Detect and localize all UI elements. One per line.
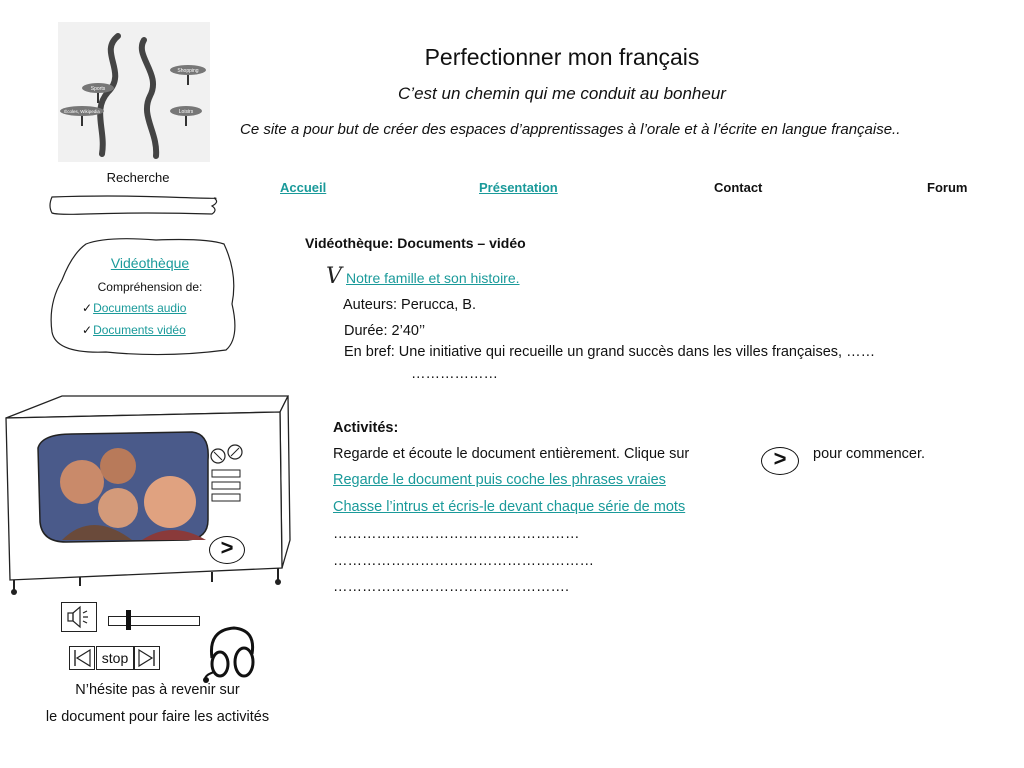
documents-audio-link[interactable]: Documents audio <box>93 301 187 315</box>
search-box <box>46 192 222 218</box>
activity-blank-1: …………………………………………… <box>333 526 580 542</box>
document-duration: Durée: 2’40’’ <box>344 323 426 339</box>
logo-sign-1: Shopping <box>177 68 199 74</box>
start-play-button[interactable]: > <box>761 447 799 475</box>
documents-video-link[interactable]: Documents vidéo <box>93 323 186 337</box>
volume-slider-thumb[interactable] <box>126 610 131 630</box>
comprehension-label: Compréhension de: <box>97 280 203 294</box>
sidebar-item-audio <box>82 301 186 315</box>
speaker-icon[interactable] <box>61 602 97 632</box>
activities-heading: Activités: <box>333 420 399 436</box>
activity-blank-2: ……………………………………………… <box>333 553 594 569</box>
logo-sign-3: Écoles, Wikipedia <box>64 109 100 114</box>
videotheque-link[interactable]: Vidéothèque <box>110 255 190 271</box>
nav-forum[interactable]: Forum <box>927 180 968 195</box>
activity-instruction: Regarde et écoute le document entièrement. Clique sur <box>333 446 690 462</box>
document-summary-cont: ……………… <box>411 366 498 382</box>
skip-back-icon[interactable] <box>69 646 95 670</box>
search-label: Recherche <box>106 170 170 185</box>
check-icon: ✓ <box>82 301 93 315</box>
footer-line-1: N’hésite pas à revenir sur <box>75 682 240 698</box>
volume-slider[interactable] <box>108 616 200 626</box>
nav-contact[interactable]: Contact <box>714 180 763 195</box>
site-logo <box>58 22 210 162</box>
tv-play-button[interactable]: > <box>209 536 245 564</box>
check-icon: ✓ <box>82 323 93 337</box>
page-title: Perfectionner mon français <box>424 44 700 70</box>
nav-accueil[interactable]: Accueil <box>280 180 327 195</box>
videotheque-panel <box>46 234 242 360</box>
logo-sign-2: Sports <box>90 86 106 92</box>
document-link[interactable]: Notre famille et son histoire. <box>346 270 520 286</box>
page-subtitle: C’est un chemin qui me conduit au bonheur <box>398 84 726 103</box>
activity-link-true-sentences[interactable]: Regarde le document puis coche les phrases vraies <box>333 472 666 488</box>
logo-sign-4: Loisirs <box>178 109 194 115</box>
nav-presentation[interactable]: Présentation <box>479 180 558 195</box>
document-authors: Auteurs: Perucca, B. <box>343 297 476 313</box>
section-heading: Vidéothèque: Documents – vidéo <box>305 235 526 251</box>
tv-video-player[interactable] <box>2 390 292 598</box>
search-input[interactable] <box>56 196 210 212</box>
stop-button[interactable]: stop <box>96 646 134 670</box>
skip-forward-icon[interactable] <box>134 646 160 670</box>
site-tagline: Ce site a pour but de créer des espaces d’apprentissages à l’orale et à l’écrite en langue française.. <box>240 121 901 138</box>
footer-line-2: le document pour faire les activités <box>45 709 270 725</box>
activity-blank-3: …………………………………………. <box>333 579 570 595</box>
activity-instruction-end: pour commencer. <box>813 446 926 462</box>
sidebar-item-video <box>82 323 186 337</box>
headset-icon <box>198 622 260 684</box>
v-bullet-icon: V <box>326 264 342 289</box>
activity-link-odd-one-out[interactable]: Chasse l’intrus et écris-le devant chaque série de mots <box>333 499 686 515</box>
document-summary: En bref: Une initiative qui recueille un grand succès dans les villes françaises, …… <box>344 344 876 360</box>
